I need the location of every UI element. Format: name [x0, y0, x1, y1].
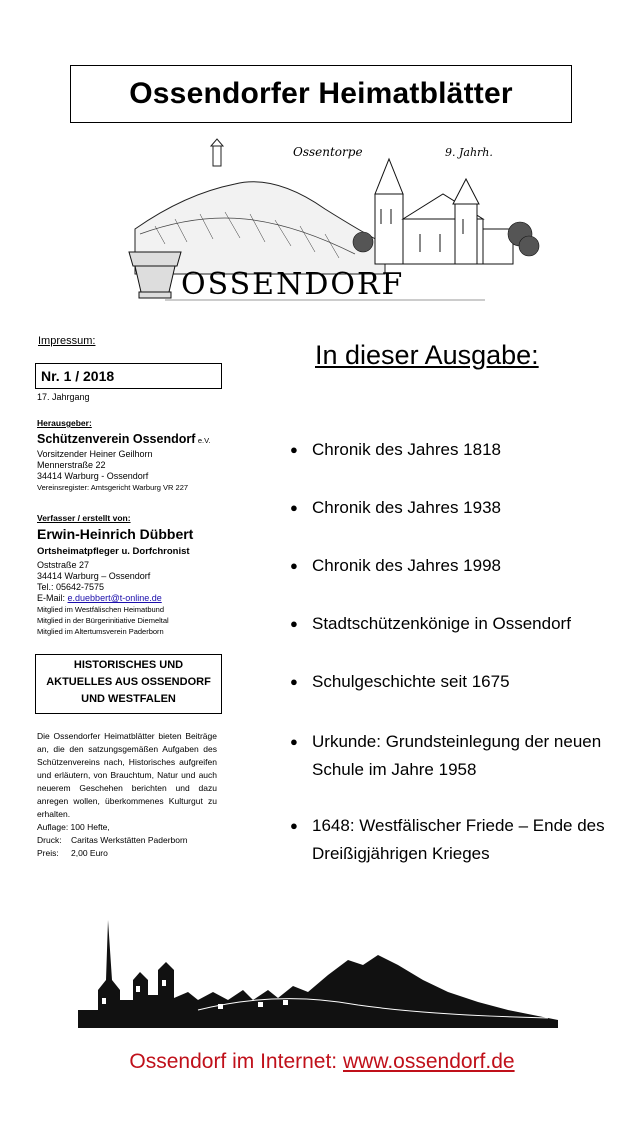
publisher-block — [37, 431, 211, 447]
print-value: Caritas Werkstätten Paderborn — [71, 835, 188, 845]
page-title: Ossendorfer Heimatblätter — [129, 77, 513, 110]
price-row — [37, 847, 217, 860]
contents-item-text: 1648: Westfälischer Friede – Ende des — [312, 816, 605, 835]
banner-handwriting-left: Ossentorpe — [293, 145, 363, 159]
footer — [0, 1050, 644, 1074]
banner-handwriting-right: 9. Jahrh. — [445, 146, 493, 159]
contents-item-text: Schulgeschichte seit 1675 — [312, 672, 510, 691]
contents-item-text: Chronik des Jahres 1818 — [312, 440, 502, 459]
title-box — [70, 65, 572, 123]
contents-item-text: Chronik des Jahres 1938 — [312, 498, 502, 517]
banner-place-name: OSSENDORF — [181, 267, 405, 302]
price-value: 2,00 Euro — [71, 848, 108, 858]
contents-item — [290, 728, 601, 784]
issue-number: Nr. 1 / 2018 — [35, 363, 222, 389]
author-line: Oststraße 27 — [37, 560, 90, 570]
register-line: Vereinsregister: Amtsgericht Warburg VR 227 — [37, 483, 189, 492]
author-name: Erwin-Heinrich Dübbert — [37, 526, 194, 542]
contents-item-text: Chronik des Jahres 1998 — [312, 556, 502, 575]
contents-item-text: Urkunde: Grundsteinlegung der neuen — [312, 732, 602, 751]
price-label: Preis: — [37, 848, 59, 858]
author-address — [37, 560, 169, 637]
website-link[interactable]: www.ossendorf.de — [343, 1050, 515, 1073]
bullet-icon: ● — [290, 674, 298, 689]
contents-item-text: Dreißigjährigen Krieges — [312, 844, 490, 863]
email-label: E-Mail: — [37, 593, 66, 603]
publisher-name: Schützenverein Ossendorf — [37, 432, 196, 446]
history-line: AKTUELLES AUS OSSENDORF — [46, 676, 211, 688]
volume-label: 17. Jahrgang — [37, 392, 90, 402]
contents-item-text: Schule im Jahre 1958 — [312, 760, 477, 779]
author-line: 34414 Warburg – Ossendorf — [37, 571, 151, 581]
print-row — [37, 834, 217, 847]
email-link[interactable]: e.duebbert@t-online.de — [67, 593, 162, 603]
contents-item — [290, 552, 501, 580]
description-text: Die Ossendorfer Heimatblätter bieten Beiträge an, die den satzungsgemäßen Aufgaben des Schützenvereins nach, Historisches aufgreifen und erläutern, von Brauchtum, Natur und auch neuerem Geschehen berichten und dazu anregen wollen, überkommenes Kulturgut zu erhalten. — [37, 731, 217, 819]
village-skyline-illustration — [78, 920, 558, 1030]
membership-line: Mitglied im Altertumsverein Paderborn — [37, 627, 164, 636]
print-run: Auflage: 100 Hefte, — [37, 822, 110, 832]
bullet-icon: ● — [290, 734, 298, 749]
contents-item — [290, 610, 571, 638]
contents-heading: In dieser Ausgabe: — [315, 340, 539, 370]
history-line: UND WESTFALEN — [81, 693, 176, 705]
bullet-icon: ● — [290, 558, 298, 573]
bullet-icon: ● — [290, 818, 298, 833]
email-row — [37, 593, 169, 604]
contents-item-text: Stadtschützenkönige in Ossendorf — [312, 614, 571, 633]
publisher-line: 34414 Warburg - Ossendorf — [37, 471, 149, 481]
membership-line: Mitglied in der Bürgerinitiative Diemeltal — [37, 616, 169, 625]
publisher-label: Herausgeber: — [37, 418, 92, 428]
history-line: HISTORISCHES UND — [73, 659, 184, 671]
publisher-line: Vorsitzender Heiner Geilhorn — [37, 449, 153, 459]
author-role: Ortsheimatpfleger u. Dorfchronist — [37, 546, 190, 557]
publisher-address — [37, 449, 188, 493]
bullet-icon: ● — [290, 442, 298, 457]
bullet-icon: ● — [290, 500, 298, 515]
contents-item — [290, 494, 501, 522]
contents-item — [290, 668, 510, 696]
author-label: Verfasser / erstellt von: — [37, 513, 131, 523]
author-line: Tel.: 05642-7575 — [37, 582, 105, 592]
contents-item — [290, 812, 605, 868]
footer-prefix: Ossendorf im Internet: — [129, 1050, 338, 1073]
contents-item — [290, 436, 501, 464]
ossendorf-banner-illustration — [125, 134, 545, 304]
history-box — [35, 654, 222, 714]
publisher-suffix: e.V. — [197, 436, 211, 445]
description — [37, 730, 217, 860]
print-label: Druck: — [37, 835, 62, 845]
impressum-label: Impressum: — [38, 335, 96, 347]
publisher-line: Mennerstraße 22 — [37, 460, 106, 470]
membership-line: Mitglied im Westfälischen Heimatbund — [37, 605, 164, 614]
bullet-icon: ● — [290, 616, 298, 631]
